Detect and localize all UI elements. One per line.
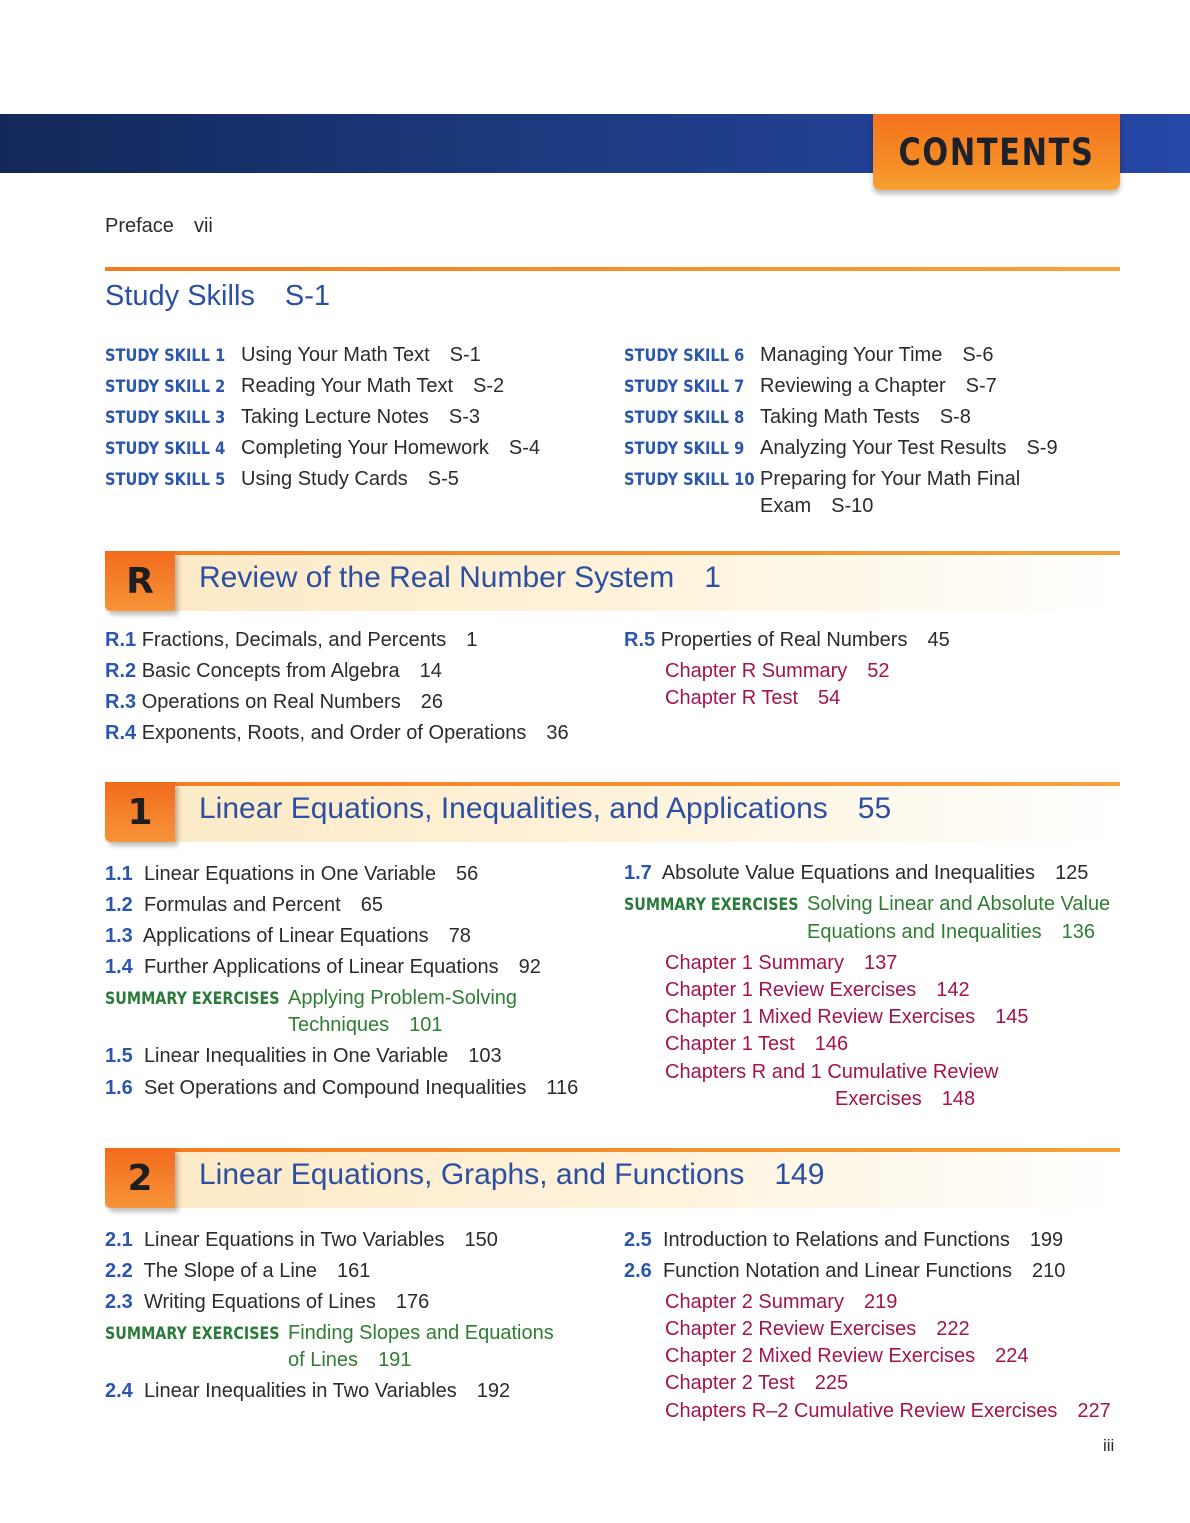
entry-title: Taking Lecture Notes [241,406,429,428]
chapter-title-text: Linear Equations, Inequalities, and Applications [199,792,828,825]
chapter-page: 1 [704,561,721,594]
toc-entry[interactable] [105,1043,502,1070]
entry-title: Chapter R Summary [665,660,848,682]
entry-title: of Lines [288,1349,359,1371]
toc-entry[interactable] [624,627,950,654]
toc-entry[interactable] [624,342,994,370]
entry-title: Linear Inequalities in Two Variables [143,1380,457,1402]
study-skill-label: STUDY SKILL 9 [624,439,745,459]
chapter-page: 149 [774,1158,825,1191]
chapter-number: 2 [127,1157,153,1199]
entry-title: Taking Math Tests [760,406,920,428]
entry-title: Writing Equations of Lines [143,1291,376,1313]
toc-entry[interactable] [105,435,541,463]
entry-title: Analyzing Your Test Results [760,437,1007,459]
entry-page: 176 [395,1291,430,1313]
toc-entry[interactable] [105,1227,498,1254]
toc-entry[interactable] [105,658,442,685]
chapter-title [199,792,891,826]
section-number: R.3 [105,691,137,713]
toc-entry-end[interactable] [665,1031,848,1058]
entry-title: Set Operations and Compound Inequalities [143,1077,527,1099]
toc-entry-end[interactable] [665,1289,897,1316]
entry-page: 225 [814,1372,849,1394]
study-skill-label: STUDY SKILL 7 [624,377,745,397]
entry-title: Reading Your Math Text [241,375,454,397]
toc-entry-end[interactable] [665,950,897,977]
entry-page: S-7 [965,375,997,397]
toc-entry[interactable] [105,1378,510,1405]
toc-entry[interactable] [624,435,1058,463]
section-number: 2.2 [105,1260,133,1282]
section-number: 2.3 [105,1291,133,1313]
toc-entry[interactable] [105,1258,370,1285]
section-number: 2.1 [105,1229,133,1251]
entry-title: Formulas and Percent [143,894,341,916]
summary-exercises-label: SUMMARY EXERCISES [105,989,280,1009]
entry-title: Linear Inequalities in One Variable [143,1045,449,1067]
entry-title: Chapter 1 Test [665,1033,795,1055]
preface-page: vii [193,215,213,237]
entry-page: 137 [863,952,898,974]
entry-page: 78 [448,925,471,947]
entry-title: Chapters R–2 Cumulative Review Exercises [665,1400,1058,1422]
entry-page: S-10 [831,495,874,517]
entry-title: Chapter 1 Summary [665,952,844,974]
toc-entry[interactable] [105,689,443,716]
page-title: CONTENTS [898,130,1095,174]
entry-title: Applying Problem-Solving [288,987,518,1009]
study-skill-label: STUDY SKILL 8 [624,408,745,428]
toc-entry[interactable] [105,923,471,950]
entry-title: Reviewing a Chapter [760,375,946,397]
entry-page: 14 [419,660,442,682]
entry-title: Properties of Real Numbers [660,629,908,651]
chapter-number: 1 [127,791,153,833]
section-number: 2.4 [105,1380,133,1402]
toc-entry-text [241,404,480,431]
divider [105,782,1120,786]
entry-page: S-1 [449,344,481,366]
section-number: R.5 [624,629,656,651]
chapter-title-text: Linear Equations, Graphs, and Functions [199,1158,745,1191]
entry-page: 45 [927,629,950,651]
section-number: 2.5 [624,1229,652,1251]
toc-entry[interactable] [105,892,383,919]
study-skills-heading[interactable] [105,280,330,313]
entry-page: S-6 [962,344,994,366]
section-number: R.2 [105,660,137,682]
entry-title: Managing Your Time [760,344,943,366]
chapter-number-box [105,1148,175,1208]
divider [105,267,1120,271]
section-number: 1.4 [105,956,133,978]
toc-entry[interactable] [105,466,459,494]
study-skill-label: STUDY SKILL 6 [624,346,745,366]
entry-page: 150 [464,1229,498,1251]
toc-entry[interactable] [624,373,997,401]
entry-title: Chapter 2 Test [665,1372,795,1394]
toc-entry-text [760,466,1020,493]
chapter-band[interactable] [105,1148,1120,1208]
chapter-band[interactable] [105,551,1120,611]
entry-title: Completing Your Homework [241,437,489,459]
entry-title: Exam [760,495,812,517]
entry-page: 92 [518,956,541,978]
entry-page: 26 [420,691,443,713]
summary-exercises-entry[interactable] [105,985,518,1013]
entry-page: 136 [1061,921,1095,943]
toc-entry[interactable] [105,861,478,888]
toc-entry-end[interactable] [665,977,970,1004]
toc-entry[interactable] [624,860,1088,887]
toc-entry[interactable] [105,1075,578,1102]
entry-page: S-2 [473,375,505,397]
entry-title: Linear Equations in One Variable [143,863,436,885]
toc-entry-end[interactable] [665,685,840,712]
section-number: 1.3 [105,925,133,947]
entry-page: S-4 [508,437,541,459]
toc-entry-continuation[interactable] [760,493,873,520]
study-skill-label: STUDY SKILL 2 [105,377,226,397]
toc-entry[interactable] [105,720,569,747]
summary-exercises-label: SUMMARY EXERCISES [624,895,799,915]
preface-label: Preface [105,215,174,237]
entry-title: Finding Slopes and Equations [288,1322,554,1344]
toc-entry-text [241,466,459,493]
entry-page: 116 [546,1077,579,1099]
toc-entry-text [760,342,993,369]
entry-title: Chapters R and 1 Cumulative Review [665,1061,999,1083]
section-number: R.1 [105,629,137,651]
entry-page: 125 [1055,862,1089,884]
entry-title: Chapter 2 Review Exercises [665,1318,917,1340]
preface-entry[interactable] [105,215,213,238]
entry-title: Linear Equations in Two Variables [143,1229,445,1251]
divider [105,1148,1120,1152]
study-skill-label: STUDY SKILL 3 [105,408,226,428]
section-number: 1.5 [105,1045,133,1067]
contents-tab [873,114,1120,190]
entry-page: S-9 [1026,437,1058,459]
entry-page: 227 [1077,1400,1111,1422]
entry-title: The Slope of a Line [143,1260,318,1282]
summary-exercises-continuation[interactable] [807,919,1095,946]
section-number: 2.6 [624,1260,652,1282]
toc-entry-text [760,435,1058,462]
chapter-title [199,1158,824,1192]
entry-title: Function Notation and Linear Functions [662,1260,1013,1282]
entry-page: 1 [466,629,478,651]
entry-page: 36 [546,722,569,744]
entry-page: 219 [863,1291,898,1313]
entry-title: Exercises [835,1088,922,1110]
entry-page: 161 [337,1260,371,1282]
entry-title: Chapter R Test [665,687,799,709]
study-skill-label: STUDY SKILL 5 [105,470,226,490]
summary-exercises-entry[interactable] [624,891,1111,919]
toc-entry[interactable] [105,627,477,654]
entry-title: Further Applications of Linear Equations [143,956,499,978]
section-number: 1.1 [105,863,133,885]
toc-entry-end[interactable] [665,658,890,685]
study-skill-label: STUDY SKILL 10 [624,470,755,490]
entry-page: 103 [468,1045,502,1067]
toc-entry-end[interactable] [665,1370,848,1397]
section-number: R.4 [105,722,137,744]
chapter-title [199,561,721,595]
toc-entry-end[interactable] [665,1398,1111,1425]
entry-title: Solving Linear and Absolute Value [807,893,1111,915]
entry-page: 142 [936,979,970,1001]
entry-page: 56 [455,863,479,885]
entry-page: S-8 [939,406,971,428]
entry-title: Chapter 1 Review Exercises [665,979,917,1001]
entry-title: Using Your Math Text [241,344,430,366]
chapter-title-text: Review of the Real Number System [199,561,675,594]
entry-title: Operations on Real Numbers [141,691,401,713]
entry-page: 65 [360,894,383,916]
toc-entry[interactable] [105,404,481,432]
toc-entry[interactable] [105,954,541,981]
toc-entry-text [241,435,540,462]
toc-entry-end[interactable] [665,1343,1029,1370]
summary-exercises-continuation[interactable] [288,1012,443,1039]
toc-entry-end[interactable] [665,1004,1029,1031]
entry-page: 192 [476,1380,511,1402]
summary-exercises-label: SUMMARY EXERCISES [105,1324,280,1344]
entry-title: Exponents, Roots, and Order of Operations [141,722,527,744]
divider [105,551,1120,555]
entry-page: 101 [409,1014,443,1036]
entry-page: 210 [1032,1260,1066,1282]
entry-page: S-3 [448,406,481,428]
toc-entry[interactable] [624,1258,1065,1285]
entry-page: 148 [941,1088,976,1110]
entry-title: Introduction to Relations and Functions [662,1229,1010,1251]
entry-page: 146 [814,1033,849,1055]
chapter-page: 55 [857,792,892,825]
entry-page: 224 [995,1345,1029,1367]
entry-title: Absolute Value Equations and Inequalities [661,862,1036,884]
page-number: iii [1103,1436,1115,1455]
entry-page: 145 [995,1006,1029,1028]
chapter-number-box [105,551,175,611]
chapter-number-box [105,782,175,842]
summary-exercises-continuation[interactable] [288,1347,411,1374]
chapter-band[interactable] [105,782,1120,842]
toc-entry[interactable] [105,342,481,370]
entry-title: Techniques [288,1014,390,1036]
section-number: 1.7 [624,862,652,884]
study-skills-page: S-1 [284,280,331,312]
toc-entry[interactable] [624,1227,1063,1254]
study-skills-title: Study Skills [105,280,255,312]
toc-entry[interactable] [624,466,1021,494]
entry-title: Fractions, Decimals, and Percents [141,629,447,651]
entry-page: 199 [1029,1229,1064,1251]
entry-page: 191 [378,1349,412,1371]
entry-title: Applications of Linear Equations [142,925,429,947]
study-skill-label: STUDY SKILL 1 [105,346,226,366]
toc-entry-text [760,404,971,431]
toc-entry-text [241,342,481,369]
summary-exercises-entry[interactable] [105,1320,554,1348]
entry-title: Chapter 2 Summary [665,1291,844,1313]
entry-page: 54 [818,687,841,709]
entry-page: S-5 [427,468,459,490]
toc-entry[interactable] [105,1289,429,1316]
toc-entry-end[interactable] [665,1059,999,1086]
toc-entry-end[interactable] [665,1316,970,1343]
toc-entry-text [241,373,504,400]
toc-entry[interactable] [624,404,971,432]
entry-title: Equations and Inequalities [807,921,1042,943]
entry-page: 222 [936,1318,970,1340]
entry-title: Basic Concepts from Algebra [141,660,400,682]
section-number: 1.6 [105,1077,133,1099]
study-skill-label: STUDY SKILL 4 [105,439,226,459]
entry-page: 52 [867,660,890,682]
chapter-number: R [126,560,154,602]
entry-title: Chapter 2 Mixed Review Exercises [665,1345,976,1367]
toc-entry[interactable] [105,373,505,401]
entry-title: Using Study Cards [241,468,408,490]
entry-title: Preparing for Your Math Final [760,468,1021,490]
toc-entry-end-continuation[interactable] [835,1086,975,1113]
section-number: 1.2 [105,894,133,916]
toc-entry-text [760,373,997,400]
entry-title: Chapter 1 Mixed Review Exercises [665,1006,976,1028]
